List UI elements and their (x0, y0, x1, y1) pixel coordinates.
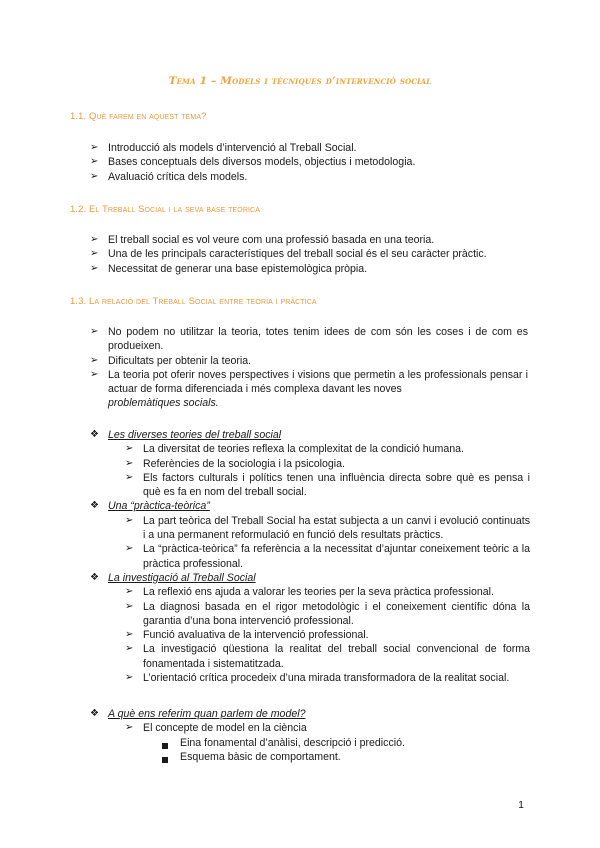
list-item: ➢ El concepte de model en la ciència (125, 722, 307, 735)
diamond-bullet-icon: ❖ (90, 571, 99, 583)
topic-heading: ❖ Les diverses teories del treball social (90, 429, 282, 441)
topic-1 (0, 428, 533, 685)
list-item: ➢ Referències de la sociologia i la psicologia. (125, 457, 345, 470)
topic-heading: ❖ La investigació al Treball Social (90, 571, 256, 584)
arrow-bullet-icon: ➢ (125, 514, 134, 526)
arrow-bullet-icon: ➢ (125, 643, 134, 655)
section-1-2-list (0, 233, 533, 276)
section-heading-1-3: 1.3. La relació del Treball Social entre teoria i pràctica (70, 296, 317, 307)
square-bullet-icon (162, 754, 168, 768)
section-heading-1-2: 1.2. El Treball Social i la seva base teòrica (70, 204, 260, 215)
arrow-bullet-icon: ➢ (90, 170, 99, 182)
arrow-bullet-icon: ➢ (125, 600, 134, 612)
arrow-bullet-icon: ➢ (90, 262, 99, 274)
list-item: ➢ El treball social es vol veure com una professió basada en una teoria. (90, 234, 435, 246)
list-item: ➢ La diversitat de teories reflexa la complexitat de la condició humana. (125, 443, 464, 456)
arrow-bullet-icon: ➢ (90, 234, 99, 245)
list-item: ➢ La teoria pot oferir noves perspectives i visions que permetin a les professionals pensar i actuar de forma diferenciada i més complexa davant les noves problemàtiques socials. (90, 368, 528, 410)
arrow-bullet-icon: ➢ (125, 471, 134, 483)
list-item: ➢ La “pràctica-teòrica” fa referència a la necessitat d’ajuntar coneixement teòric a la pràctica professional. (125, 543, 530, 570)
arrow-bullet-icon: ➢ (125, 629, 134, 641)
list-item: ➢ La part teòrica del Treball Social ha estat subjecta a un canvi i evolució continuats i a una permanent reformulació en funció dels resultats pràctics. (125, 514, 530, 542)
arrow-bullet-icon: ➢ (90, 156, 99, 168)
list-item: ➢ Avaluació crítica dels models. (90, 170, 248, 183)
list-item: ➢ Funció avaluativa de la intervenció professional. (125, 629, 369, 642)
section-1-3-list (0, 325, 528, 411)
list-item: ➢ Els factors culturals i polítics tenen una influència directa sobre què es pensa i què es fa en nom del treball social. (125, 471, 530, 499)
list-item: ➢ La investigació qüestiona la realitat del treball social convencional de forma fonamentada i sistematitzada. (125, 643, 530, 670)
diamond-bullet-icon: ❖ (90, 708, 99, 719)
diamond-bullet-icon: ❖ (90, 500, 99, 512)
arrow-bullet-icon: ➢ (90, 368, 99, 380)
arrow-bullet-icon: ➢ (90, 248, 99, 260)
section-1-1-list (0, 141, 528, 184)
list-item: ➢ Bases conceptuals dels diversos models, objectius i metodologia. (90, 156, 416, 169)
list-item: ➢ La diagnosi basada en el rigor metodològic i el coneixement científic dóna la garantia d’una bona intervenció professional. (125, 600, 530, 627)
topic-heading: ❖ Una “pràctica-teòrica” (90, 500, 210, 513)
arrow-bullet-icon: ➢ (90, 326, 99, 337)
arrow-bullet-icon: ➢ (125, 672, 134, 684)
section-heading-1-1: 1.1. Què farem en aquest tema? (70, 111, 207, 122)
list-item: ➢ No podem no utilitzar la teoria, totes tenim idees de com són les coses i de com es produeixen. (90, 326, 528, 353)
list-item: ➢ Introducció als models d’intervenció al Treball Social. (90, 142, 357, 154)
arrow-bullet-icon: ➢ (125, 722, 134, 734)
list-item: ➢ Dificultats per obtenir la teoria. (90, 354, 252, 367)
arrow-bullet-icon: ➢ (125, 443, 134, 455)
list-item: ➢ Necessitat de generar una base epistemològica pròpia. (90, 262, 368, 275)
arrow-bullet-icon: ➢ (90, 354, 99, 366)
list-item: ➢ Una de les principals característiques del treball social és el seu caràcter pràctic. (90, 248, 487, 261)
list-item: ➢ La reflexió ens ajuda a valorar les teories per la seva pràctica professional. (125, 586, 494, 599)
page-number: 1 (518, 799, 524, 811)
arrow-bullet-icon: ➢ (125, 543, 134, 555)
list-item: Esquema bàsic de comportament. (0, 750, 530, 764)
topic-heading: ❖ A què ens referim quan parlem de model? (90, 708, 306, 720)
topic-4 (0, 707, 530, 764)
arrow-bullet-icon: ➢ (125, 457, 134, 469)
list-item: Eina fonamental d’anàlisi, descripció i predicció. (0, 736, 530, 750)
arrow-bullet-icon: ➢ (90, 142, 99, 153)
arrow-bullet-icon: ➢ (125, 586, 134, 598)
diamond-bullet-icon: ❖ (90, 429, 99, 440)
list-item: ➢ L’orientació crítica procedeix d’una mirada transformadora de la realitat social. (125, 672, 510, 685)
page-title: Tema 1 – Models i tècniques d’intervenció social (168, 75, 432, 87)
